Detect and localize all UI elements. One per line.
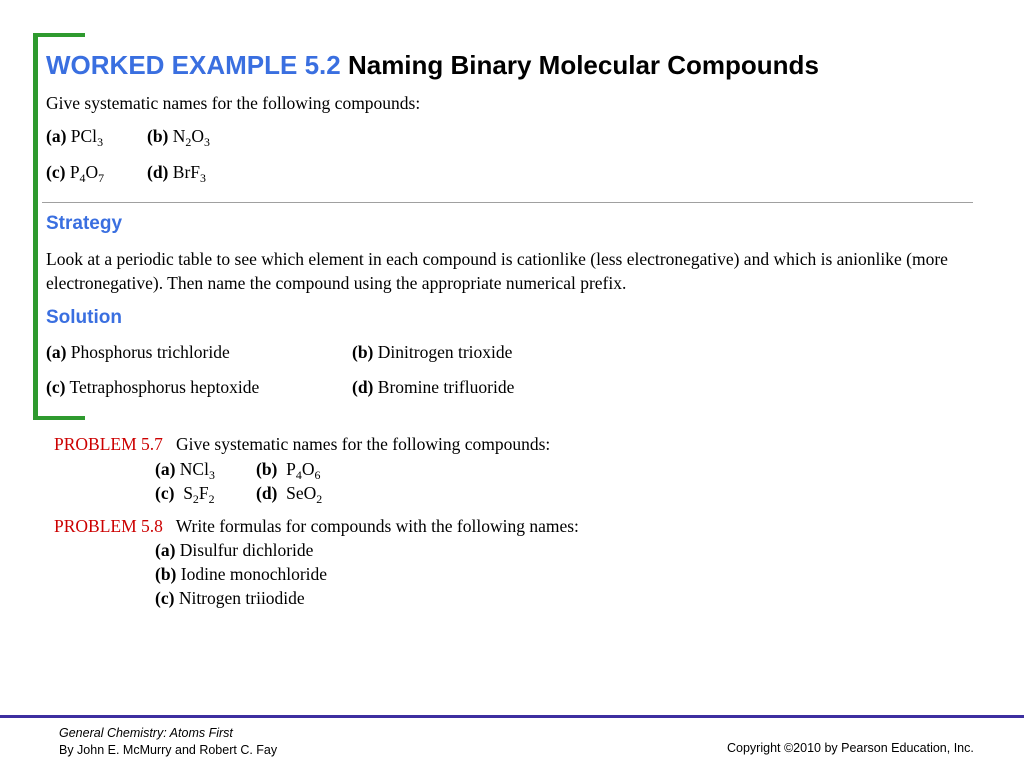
problem-letter: (a) bbox=[155, 459, 176, 479]
formula-subscript: 4 bbox=[79, 170, 86, 185]
question-letter: (c) bbox=[46, 162, 66, 182]
problem-item bbox=[155, 540, 313, 561]
problem-prompt: Write formulas for compounds with the following names: bbox=[175, 516, 579, 536]
bracket-top-bar bbox=[33, 33, 85, 37]
solution-answer: Phosphorus trichloride bbox=[70, 342, 230, 362]
question-formula: BrF$_3$ bbox=[172, 162, 206, 185]
solution-answer: Bromine trifluoride bbox=[377, 377, 515, 397]
question-letter: (d) bbox=[147, 162, 169, 182]
footer-copyright: Copyright ©2010 by Pearson Education, Inc. bbox=[727, 741, 974, 755]
formula-subscript: 3 bbox=[204, 134, 210, 149]
intro-text: Give systematic names for the following compounds: bbox=[46, 93, 421, 113]
problem-row bbox=[155, 459, 320, 480]
solution-letter: (b) bbox=[352, 342, 374, 362]
bracket-vertical-bar bbox=[33, 33, 38, 420]
question-formula: $N_2O_3$ bbox=[172, 126, 210, 149]
question-item bbox=[147, 162, 206, 183]
formula-subscript: 2 bbox=[208, 491, 215, 506]
problem-formula: SeO$_2$ bbox=[286, 483, 323, 506]
title-label: WORKED EXAMPLE 5.2 bbox=[46, 50, 341, 80]
formula-subscript: 4 bbox=[295, 467, 302, 482]
strategy-text: Look at a periodic table to see which element in each compound is cationlike (less electronegative) and which is anionlike (more electronegative). Then name the compound using the appropriate numerical prefix. bbox=[46, 249, 948, 293]
page-title bbox=[46, 50, 819, 81]
problem-label: PROBLEM 5.7 bbox=[54, 434, 163, 454]
question-item bbox=[46, 126, 147, 147]
problem-item bbox=[155, 483, 256, 504]
solution-letter: (d) bbox=[352, 377, 374, 397]
problem-item bbox=[256, 483, 322, 504]
formula-subscript: 2 bbox=[192, 491, 199, 506]
solution-row bbox=[46, 342, 512, 363]
problem-5-7-header bbox=[54, 434, 550, 455]
solution-heading: Solution bbox=[46, 307, 122, 328]
problem-letter: (b) bbox=[256, 459, 278, 479]
solution-letter: (c) bbox=[46, 377, 66, 397]
question-item bbox=[46, 162, 147, 183]
solution-item bbox=[46, 342, 352, 363]
question-letter: (a) bbox=[46, 126, 67, 146]
solution-item bbox=[352, 377, 514, 398]
solution-item bbox=[46, 377, 352, 398]
question-item bbox=[147, 126, 210, 147]
problem-formula: $S_2F_2$ bbox=[183, 483, 215, 506]
formula-subscript: 7 bbox=[98, 170, 105, 185]
problem-letter: (a) bbox=[155, 540, 176, 560]
question-row bbox=[46, 162, 206, 183]
problem-item-text: Nitrogen triiodide bbox=[178, 588, 305, 608]
problem-letter: (b) bbox=[155, 564, 177, 584]
problem-item bbox=[155, 588, 305, 609]
question-letter: (b) bbox=[147, 126, 169, 146]
solution-answer: Tetraphosphorus heptoxide bbox=[69, 377, 260, 397]
solution-row bbox=[46, 377, 514, 398]
problem-item-text: Iodine monochloride bbox=[180, 564, 328, 584]
question-formula: PCl$_3$ bbox=[70, 126, 104, 149]
footer-authors: By John E. McMurry and Robert C. Fay bbox=[59, 743, 278, 757]
footer-rule bbox=[0, 715, 1024, 718]
strategy-heading: Strategy bbox=[46, 213, 123, 234]
problem-item bbox=[256, 459, 320, 480]
formula-subscript: 2 bbox=[185, 134, 192, 149]
problem-label: PROBLEM 5.8 bbox=[54, 516, 163, 536]
problem-formula: $P_4O_6$ bbox=[286, 459, 321, 482]
question-formula: $P_4O_7$ bbox=[69, 162, 105, 185]
footer-book-title: General Chemistry: Atoms First bbox=[59, 726, 233, 740]
problem-item-text: Disulfur dichloride bbox=[179, 540, 314, 560]
solution-letter: (a) bbox=[46, 342, 67, 362]
problem-prompt: Give systematic names for the following compounds: bbox=[176, 434, 551, 454]
problem-item bbox=[155, 459, 256, 480]
formula-subscript: 6 bbox=[314, 467, 321, 482]
problem-letter: (c) bbox=[155, 483, 175, 503]
section-divider bbox=[42, 202, 973, 203]
problem-row bbox=[155, 483, 322, 504]
question-row bbox=[46, 126, 210, 147]
formula-subscript: 3 bbox=[200, 170, 206, 185]
formula-subscript: 2 bbox=[316, 491, 323, 506]
problem-letter: (d) bbox=[256, 483, 278, 503]
problem-item bbox=[155, 564, 327, 585]
bracket-bottom-bar bbox=[33, 416, 85, 420]
formula-subscript: 3 bbox=[97, 134, 104, 149]
problem-letter: (c) bbox=[155, 588, 175, 608]
problem-formula: NCl$_3$ bbox=[179, 459, 215, 482]
formula-subscript: 3 bbox=[208, 467, 215, 482]
title-text: Naming Binary Molecular Compounds bbox=[347, 50, 819, 80]
solution-answer: Dinitrogen trioxide bbox=[377, 342, 513, 362]
problem-5-8-header bbox=[54, 516, 579, 537]
solution-item bbox=[352, 342, 512, 363]
